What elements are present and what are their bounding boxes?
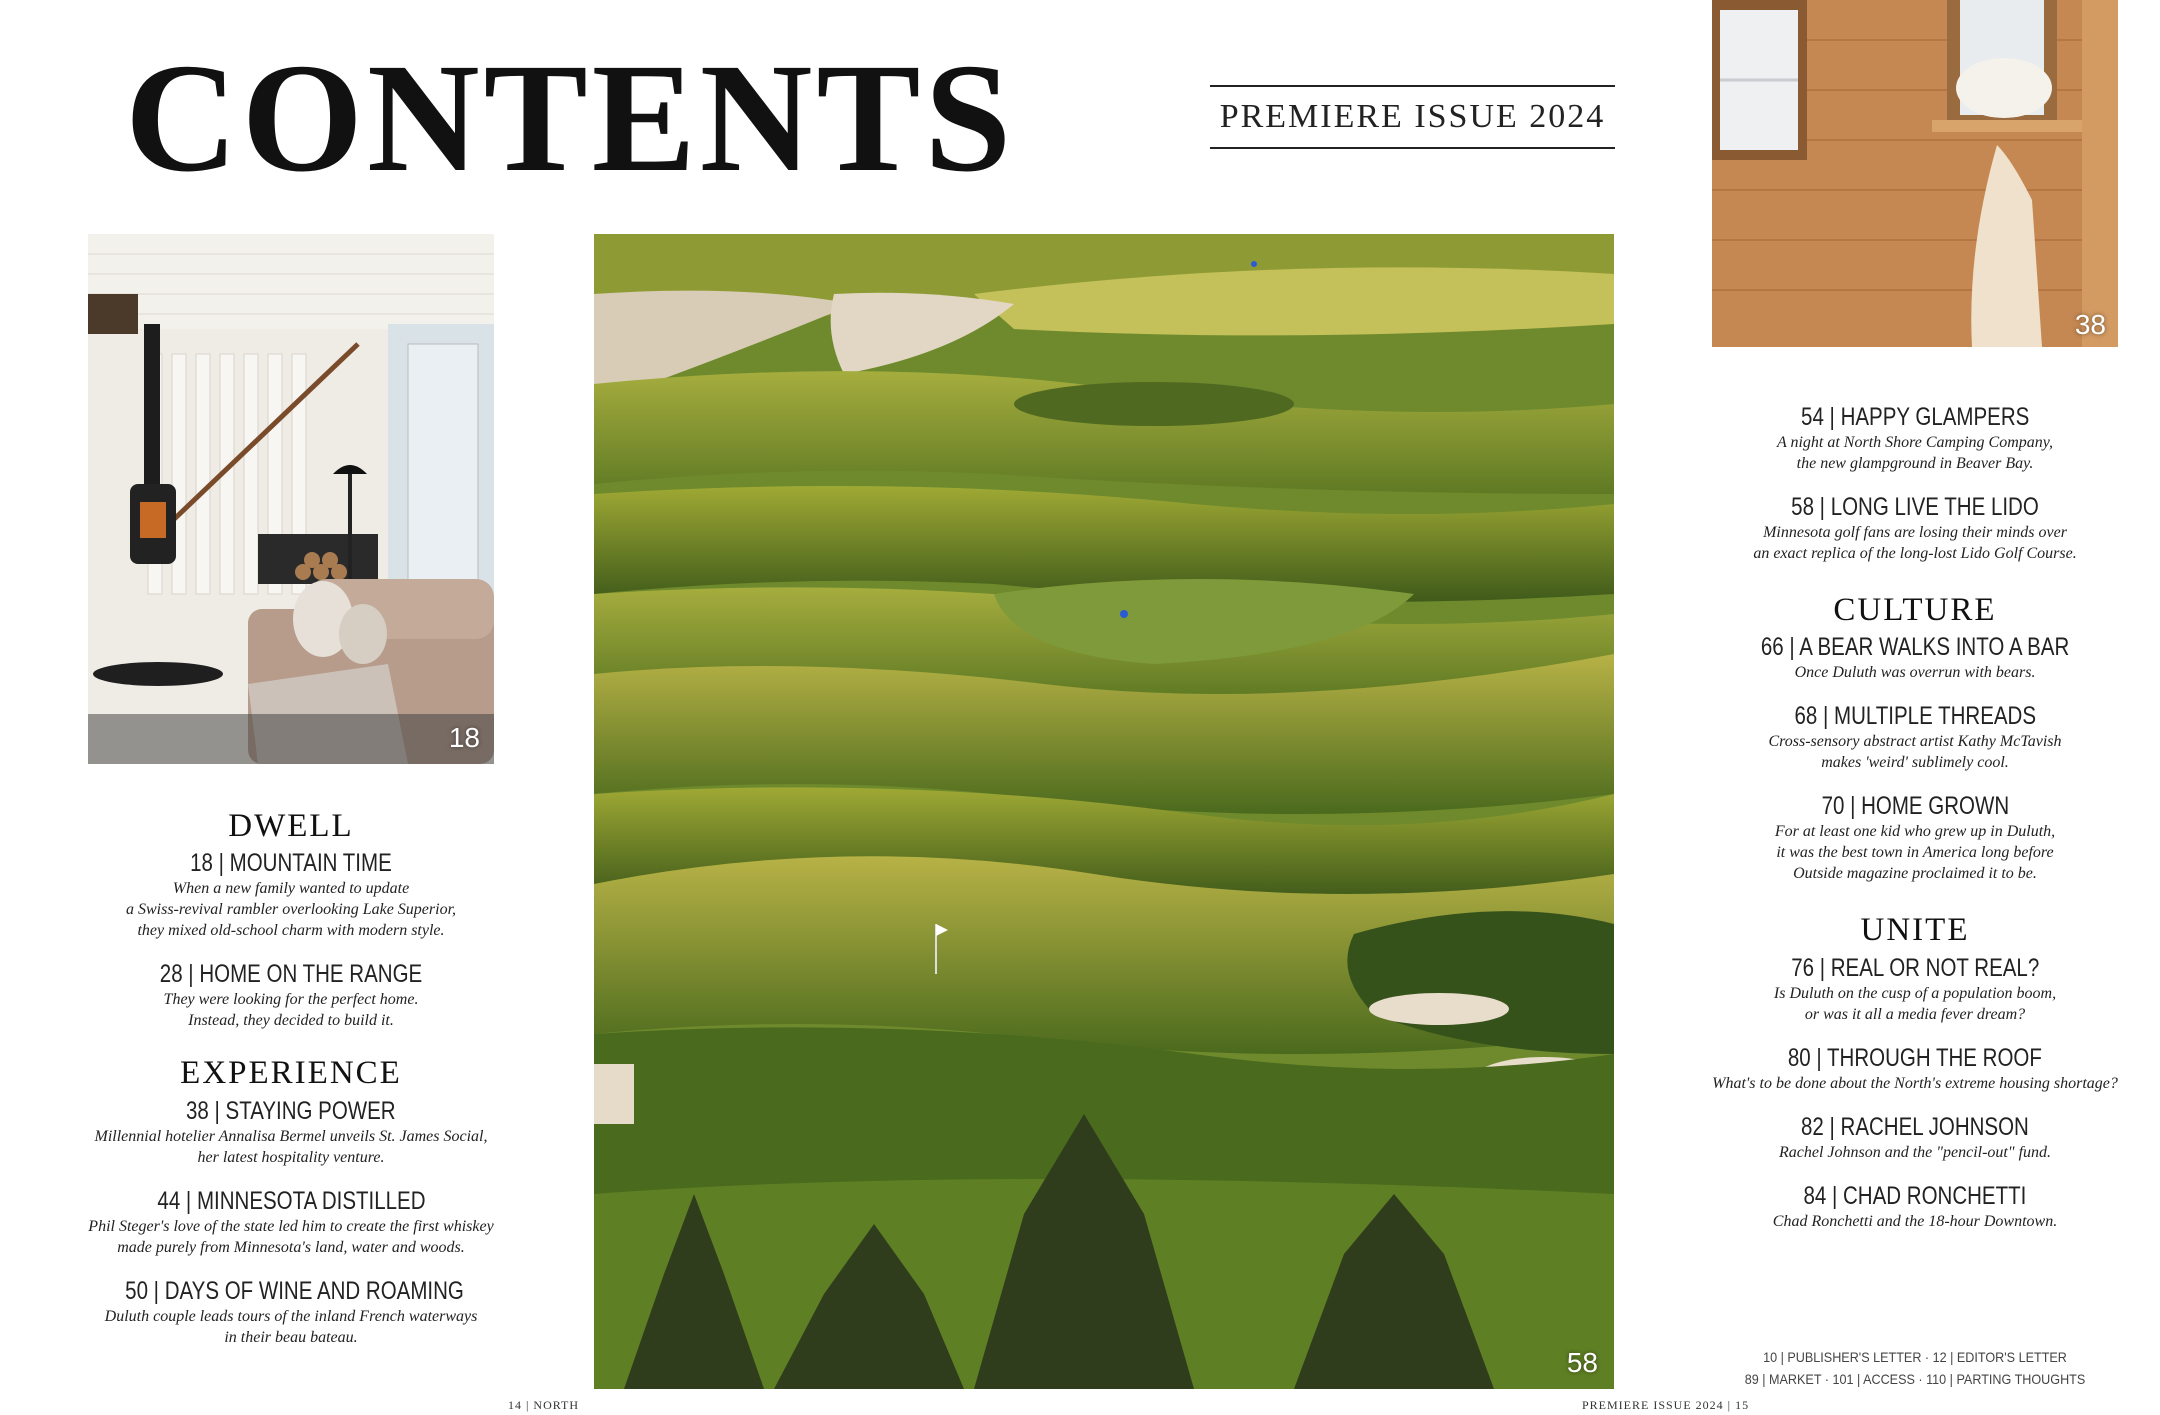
department-links-line[interactable]: 10 | PUBLISHER'S LETTER · 12 | EDITOR'S LETTER bbox=[1763, 1349, 2067, 1365]
photo-page-number: 38 bbox=[2074, 309, 2106, 340]
toc-entry[interactable] bbox=[1700, 1181, 2130, 1232]
section-culture bbox=[1700, 592, 2130, 884]
toc-entry[interactable] bbox=[88, 959, 494, 1031]
toc-entry-title[interactable]: 76 | REAL OR NOT REAL? bbox=[1790, 953, 2039, 982]
toc-entry-title[interactable]: 58 | LONG LIVE THE LIDO bbox=[1791, 493, 2039, 521]
toc-entry[interactable] bbox=[1700, 492, 2130, 564]
toc-entry-desc: What's to be done about the North's extreme housing shortage? bbox=[1712, 1074, 2118, 1092]
photo-page-number: 18 bbox=[448, 722, 480, 753]
toc-entry[interactable] bbox=[1700, 701, 2130, 773]
toc-entry[interactable] bbox=[88, 848, 494, 941]
toc-entry-desc: Minnesota golf fans are losing their minds over an exact replica of the long-lost Lido Golf Course. bbox=[1753, 524, 2077, 562]
toc-entry[interactable] bbox=[1700, 632, 2130, 683]
toc-entry-desc: Once Duluth was overrun with bears. bbox=[1794, 664, 2036, 682]
living-room-illustration bbox=[88, 234, 494, 764]
toc-entry-desc: When a new family wanted to update a Swiss-revival rambler overlooking Lake Superior, they mixed old-school charm with modern style. bbox=[125, 880, 457, 940]
section-unite bbox=[1700, 912, 2130, 1231]
cabin-feature-photo[interactable] bbox=[1712, 0, 2118, 347]
golf-course-photo[interactable] bbox=[594, 234, 1614, 1389]
golf-course-illustration bbox=[594, 234, 1614, 1389]
department-links-line[interactable]: 89 | MARKET · 101 | ACCESS · 110 | PARTING THOUGHTS bbox=[1744, 1371, 2086, 1387]
toc-entry[interactable] bbox=[1700, 791, 2130, 884]
toc-entry-title[interactable]: 38 | STAYING POWER bbox=[186, 1096, 396, 1125]
toc-entry-title[interactable]: 44 | MINNESOTA DISTILLED bbox=[156, 1186, 426, 1215]
department-links bbox=[1700, 1346, 2130, 1390]
toc-entry-desc: Rachel Johnson and the "pencil-out" fund. bbox=[1778, 1143, 2052, 1161]
contents-right-column bbox=[1700, 402, 2130, 1250]
section-heading: CULTURE bbox=[1833, 592, 1997, 628]
toc-entry-desc: A night at North Shore Camping Company, the new glampground in Beaver Bay. bbox=[1776, 434, 2053, 472]
toc-entry-title[interactable]: 82 | RACHEL JOHNSON bbox=[1801, 1112, 2029, 1141]
dwell-feature-photo[interactable] bbox=[88, 234, 494, 764]
toc-entry-desc: Is Duluth on the cusp of a population boom, or was it all a media fever dream? bbox=[1773, 984, 2057, 1023]
contents-left-column bbox=[88, 808, 494, 1366]
issue-label: PREMIERE ISSUE 2024 bbox=[1210, 85, 1615, 149]
section-dwell bbox=[88, 808, 494, 1031]
toc-entry-desc: Duluth couple leads tours of the inland French waterways in their beau bateau. bbox=[104, 1307, 478, 1346]
toc-entry-desc: Chad Ronchetti and the 18-hour Downtown. bbox=[1772, 1212, 2058, 1230]
toc-entry[interactable] bbox=[1700, 402, 2130, 474]
section-heading: UNITE bbox=[1860, 912, 1970, 949]
section-heading: EXPERIENCE bbox=[180, 1055, 402, 1092]
toc-entry-title[interactable]: 80 | THROUGH THE ROOF bbox=[1787, 1043, 2043, 1072]
toc-entry-title[interactable]: 66 | A BEAR WALKS INTO A BAR bbox=[1760, 633, 2070, 662]
toc-entry-title[interactable]: 84 | CHAD RONCHETTI bbox=[1803, 1181, 2027, 1210]
toc-entry[interactable] bbox=[1700, 1043, 2130, 1094]
toc-entry-title[interactable]: 70 | HOME GROWN bbox=[1821, 792, 2009, 821]
toc-entry-desc: Millennial hotelier Annalisa Bermel unveils St. James Social, her latest hospitality venture. bbox=[94, 1127, 488, 1166]
cabin-interior-illustration bbox=[1712, 0, 2118, 347]
toc-entry-title[interactable]: 50 | DAYS OF WINE AND ROAMING bbox=[125, 1276, 464, 1305]
toc-entry-title[interactable]: 68 | MULTIPLE THREADS bbox=[1794, 702, 2036, 731]
toc-entry-title[interactable]: 28 | HOME ON THE RANGE bbox=[159, 960, 423, 989]
toc-entry-title[interactable]: 18 | MOUNTAIN TIME bbox=[190, 849, 392, 878]
section-heading: DWELL bbox=[228, 808, 354, 844]
photo-page-number: 58 bbox=[1566, 1347, 1598, 1378]
toc-entry-desc: Phil Steger's love of the state led him to create the first whiskey made purely from Minnesota's land, water and woods. bbox=[88, 1217, 494, 1256]
toc-entry[interactable] bbox=[88, 1276, 494, 1348]
toc-entry-desc: They were looking for the perfect home. Instead, they decided to build it. bbox=[163, 991, 419, 1030]
page-title: CONTENTS bbox=[125, 31, 1016, 204]
toc-entry-desc: For at least one kid who grew up in Duluth, it was the best town in America long before Outside magazine proclaimed it to be. bbox=[1774, 823, 2056, 883]
toc-entry-desc: Cross-sensory abstract artist Kathy McTavish makes 'weird' sublimely cool. bbox=[1768, 733, 2062, 772]
toc-entry[interactable] bbox=[1700, 1112, 2130, 1163]
toc-entry[interactable] bbox=[1700, 953, 2130, 1025]
folio-right: PREMIERE ISSUE 2024 | 15 bbox=[1582, 1398, 1750, 1412]
toc-entry-title[interactable]: 54 | HAPPY GLAMPERS bbox=[1800, 403, 2030, 431]
toc-entry[interactable] bbox=[88, 1096, 494, 1168]
folio-left: 14 | NORTH bbox=[508, 1398, 580, 1412]
toc-entry[interactable] bbox=[88, 1186, 494, 1258]
section-experience bbox=[88, 1055, 494, 1347]
